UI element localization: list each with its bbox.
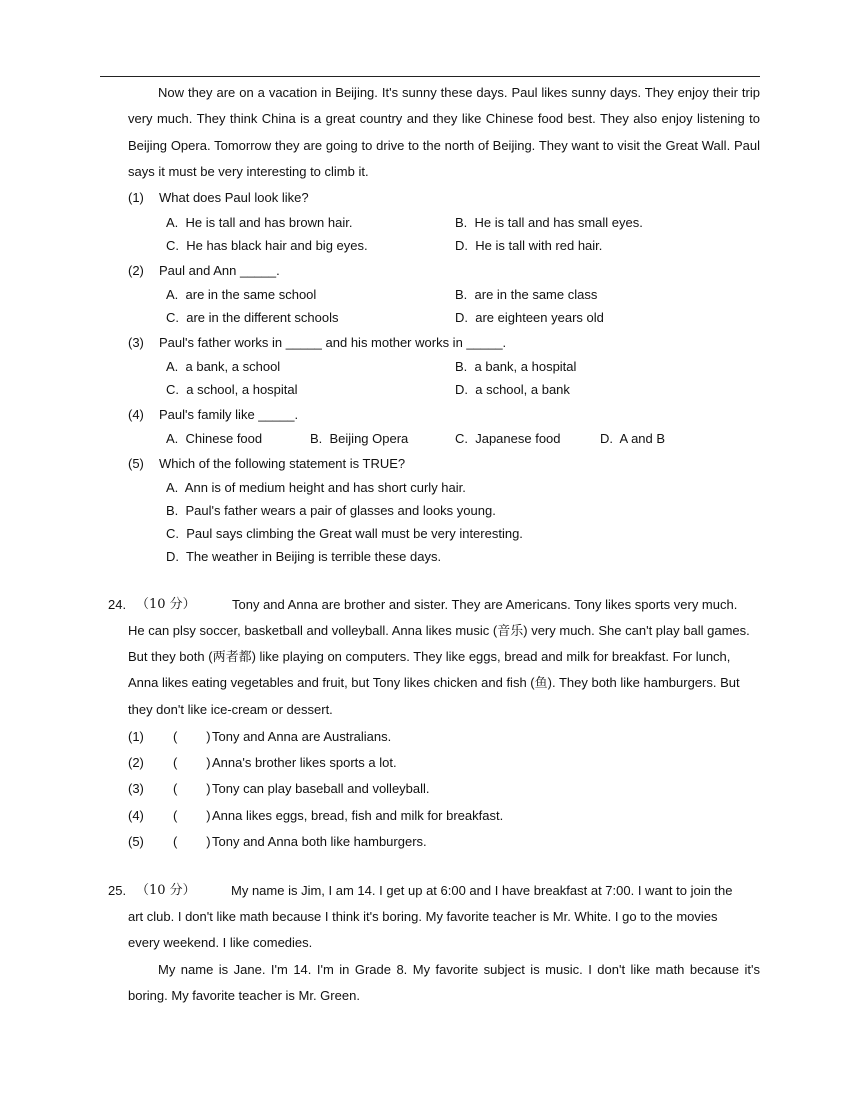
question-3-option-c: C. a school, a hospital xyxy=(166,382,298,397)
tf-4-answer-blank[interactable]: ( ) xyxy=(173,808,211,823)
tf-4-text: Anna likes eggs, bread, fish and milk for breakfast. xyxy=(212,808,504,823)
header-rule xyxy=(100,76,760,77)
question-2-text: Paul and Ann _____. xyxy=(159,263,280,278)
section-24-line-2: He can plsy soccer, basketball and volleyball. Anna likes music (音乐) very much. She can't play ball games. xyxy=(128,623,750,639)
section-25-score: （10 分） xyxy=(136,883,196,898)
question-1-option-a: A. He is tall and has brown hair. xyxy=(166,215,353,230)
tf-2-answer-blank[interactable]: ( ) xyxy=(173,755,211,770)
question-1-number: (1) xyxy=(128,190,144,205)
section-25-paragraph-2: My name is Jane. I'm 14. I'm in Grade 8. My favorite subject is music. I don't like math because it's boring. My favorite teacher is Mr. Green. xyxy=(128,962,760,1004)
section-25-number: 25. xyxy=(108,883,127,898)
question-4-option-a: A. Chinese food xyxy=(166,431,263,446)
section-24-line-4: Anna likes eating vegetables and fruit, but Tony likes chicken and fish (鱼). They both like hamburgers. But xyxy=(128,675,740,691)
tf-5-text: Tony and Anna both like hamburgers. xyxy=(212,834,427,849)
question-4-option-c: C. Japanese food xyxy=(455,431,561,446)
question-5-text: Which of the following statement is TRUE? xyxy=(159,456,406,471)
question-5-option-d: D. The weather in Beijing is terrible these days. xyxy=(166,549,442,564)
question-1-option-b: B. He is tall and has small eyes. xyxy=(455,215,643,230)
tf-1-text: Tony and Anna are Australians. xyxy=(212,729,392,744)
question-3-option-b: B. a bank, a hospital xyxy=(455,359,577,374)
question-3-option-a: A. a bank, a school xyxy=(166,359,281,374)
tf-3-answer-blank[interactable]: ( ) xyxy=(173,781,211,796)
tf-2-text: Anna's brother likes sports a lot. xyxy=(212,755,397,770)
tf-5-answer-blank[interactable]: ( ) xyxy=(173,834,211,849)
question-1-option-d: D. He is tall with red hair. xyxy=(455,238,603,253)
section-24-line-1: Tony and Anna are brother and sister. They are Americans. Tony likes sports very much. xyxy=(232,597,738,612)
question-3-option-d: D. a school, a bank xyxy=(455,382,570,397)
question-5-option-c: C. Paul says climbing the Great wall must be very interesting. xyxy=(166,526,523,541)
question-4-number: (4) xyxy=(128,407,144,422)
question-1-option-c: C. He has black hair and big eyes. xyxy=(166,238,368,253)
question-2-option-c: C. are in the different schools xyxy=(166,310,339,325)
question-5-option-b: B. Paul's father wears a pair of glasses and looks young. xyxy=(166,503,496,518)
question-2-option-a: A. are in the same school xyxy=(166,287,317,302)
tf-3-number: (3) xyxy=(128,781,144,796)
tf-1-answer-blank[interactable]: ( ) xyxy=(173,729,211,744)
tf-1-number: (1) xyxy=(128,729,144,744)
tf-3-text: Tony can play baseball and volleyball. xyxy=(212,781,430,796)
section-24-line-3: But they both (两者都) like playing on computers. They like eggs, bread and milk for breakfast. For lunch, xyxy=(128,649,731,665)
question-4-option-b: B. Beijing Opera xyxy=(310,431,409,446)
section-24-line-5: they don't like ice-cream or dessert. xyxy=(128,702,333,717)
question-3-number: (3) xyxy=(128,335,144,350)
question-4-option-d: D. A and B xyxy=(600,431,666,446)
question-1-text: What does Paul look like? xyxy=(159,190,309,205)
question-2-option-b: B. are in the same class xyxy=(455,287,598,302)
section-25-line-1: My name is Jim, I am 14. I get up at 6:00 and I have breakfast at 7:00. I want to join the xyxy=(231,883,733,898)
section-25-line-2: art club. I don't like math because I think it's boring. My favorite teacher is Mr. White. I go to the movies xyxy=(128,909,718,924)
section-24-number: 24. xyxy=(108,597,127,612)
question-2-option-d: D. are eighteen years old xyxy=(455,310,604,325)
tf-4-number: (4) xyxy=(128,808,144,823)
question-3-text: Paul's father works in _____ and his mother works in _____. xyxy=(159,335,507,350)
question-2-number: (2) xyxy=(128,263,144,278)
tf-5-number: (5) xyxy=(128,834,144,849)
question-5-number: (5) xyxy=(128,456,144,471)
question-4-text: Paul's family like _____. xyxy=(159,407,299,422)
question-5-option-a: A. Ann is of medium height and has short curly hair. xyxy=(166,480,466,495)
section-25-line-3: every weekend. I like comedies. xyxy=(128,935,313,950)
tf-2-number: (2) xyxy=(128,755,144,770)
passage-paul: Now they are on a vacation in Beijing. It's sunny these days. Paul likes sunny days. They enjoy their trip very much. They think China is a great country and they like Chinese food best. They also enjoy listening to Beijing Opera. Tomorrow they are going to drive to the north of Beijing. They want to visit the Great Wall. Paul says it must be very interesting to climb it. xyxy=(128,85,760,179)
section-24-score: （10 分） xyxy=(136,597,196,612)
